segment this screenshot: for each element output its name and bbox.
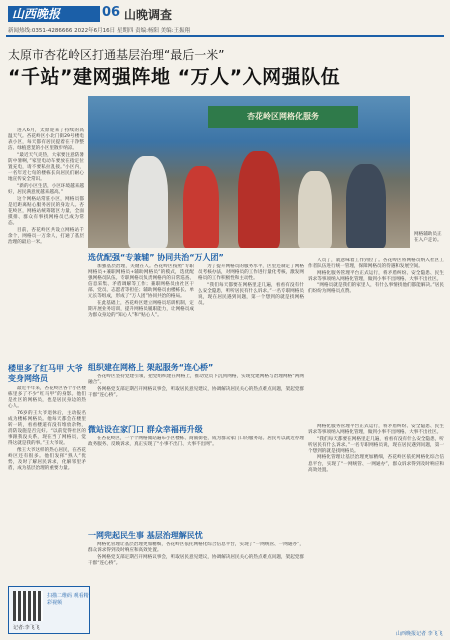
qr-label: 记者:李飞飞 xyxy=(13,625,40,631)
article-photo xyxy=(88,96,410,248)
page-number: 06 xyxy=(102,5,121,20)
subhead-volunteer xyxy=(8,364,86,384)
paragraph: 网格化管理让基层治理更加精细，杏花岭区依托网格化综合信息平台，实现了“一网统管、一网通办”，群众诉求得到及时响应和高效处置。 xyxy=(88,542,304,554)
column-3 xyxy=(198,264,304,358)
subhead-party: 组织建在网格上 架起服务“连心桥” xyxy=(88,363,214,372)
paragraph: 网格化服务管理平台正式运行，将矛盾纠纷、安全隐患、民生诉求等事项纳入网格化管理，做到小事不出网格、大事不出社区。 xyxy=(308,424,444,436)
paragraph: 网格化服务管理平台正式运行，将矛盾纠纷、安全隐患、民生诉求等事项纳入网格化管理，做到小事不出网格、大事不出社区。 xyxy=(308,270,444,282)
paragraph: “我们每天都要在网格里走几遍，看看有没有什么安全隐患，听听居民有什么诉求。”一名专职网格员说，现在居民遇到问题，第一个想到的就是找网格员。 xyxy=(308,436,444,454)
photo-person xyxy=(238,151,280,248)
column-middle xyxy=(88,374,304,418)
paragraph: 人员了，就意味着工作到位了。杏花岭区将网格员纳入社区工作者队伍进行统一管理，保障网格员的待遇和发展空间。 xyxy=(308,258,444,270)
subhead-team: 选优配强“专兼辅” 协同共治“万人团” xyxy=(88,253,224,262)
paragraph: 像王大爷这样的热心居民，在杏花岭区还有很多。他们发挥“熟人”优势，及时了解居民诉求，化解邻里矛盾，成为基层治理的重要力量。 xyxy=(8,447,86,472)
paragraph: “我们每天都要在网格里走几遍，看看有没有什么安全隐患，听听居民有什么诉求。”一名专职网格员说，现在居民遇到问题，第一个想到的就是找网格员。 xyxy=(198,282,304,307)
footer-credit: 山西晚报记者 李飞飞 xyxy=(396,631,443,637)
paragraph: 最近半年来，杏花岭区各个小区楼栋里多了不少“红马甲”的身影。他们是社区的网格员，也是居民身边的热心人。 xyxy=(8,386,86,410)
qr-code-box[interactable] xyxy=(8,586,90,634)
paragraph: “网格员就是我们的家里人，有什么事情找他们都能解决。”居民们纷纷为网格员点赞。 xyxy=(308,283,444,295)
paragraph: 网格化管理让基层治理更加精细，杏花岭区依托网格化综合信息平台，实现了“一网统管、一网通办”，群众诉求得到及时响应和高效处置。 xyxy=(308,455,444,473)
masthead xyxy=(6,4,444,40)
subhead-bottom: 一网兜起民生事 基层治理解民忧 xyxy=(88,531,203,540)
newspaper-logo: 山西晚报 xyxy=(8,6,100,22)
lead-paragraph: 这个网格站常驻小区，网格员都是近距离贴心服务居民的身边人。杏花岭区，网格站统筹辖区力量，全面摸排、群众有事找网格员已成为常态。 xyxy=(8,196,84,226)
paragraph: 76岁的王大爷退休后，主动报名成为楼栋网格员。他每天都会在楼里转一转，看看楼道有没有堆放杂物，消防设施是否完好。“以前觉得社区的事跟我没关系，现在当了网格员，觉得这就是我的事。”王大爷说。 xyxy=(8,410,86,447)
column-station xyxy=(88,436,304,522)
paragraph: 为了提升网格员的服务水平，区里还制定了网格员考核办法，对网格员的工作进行量化考核，激发网格员的工作积极性和主动性。 xyxy=(198,264,304,282)
lead-paragraph: “新的小区生活，小区环境越来越好，居民满意度越来越高。” xyxy=(8,183,84,195)
subhead-text: 楼里多了红马甲 大爷变身网络员 xyxy=(8,364,83,383)
section-title: 山晚调查 xyxy=(124,8,173,22)
paragraph: 杏花岭区坚持党建引领，把党组织建在网格上，推动党员下沉到网格，实现党建网格与治理网格“两网融合”。 xyxy=(88,374,304,386)
column-bottom xyxy=(88,542,304,630)
paragraph: 加强基层治理，关键在人。杏花岭区按照“专职网格员+兼职网格员+辅助网格员”的模式，选优配强网格员队伍。专职网格员负责网格内的日常巡查、信息采集、矛盾调解等工作；兼职网格员由社区干部、党员、志愿者等担任；辅助网格员由楼栋长、单元长等组成，形成了“万人团”协同共治的格局。 xyxy=(88,264,194,300)
photo-caption: 网格辅助员正在入户走访。 xyxy=(414,232,442,244)
article-headline: “千站”建网强阵地 “万人”入网强队伍 xyxy=(8,66,341,88)
photo-person xyxy=(128,156,168,248)
photo-person xyxy=(183,166,219,248)
lead-paragraph: 目前，杏花岭区共设立网格站千余个，网格员一万余人，打通了基层治理的最后一米。 xyxy=(8,227,84,245)
paragraph: 在杏花岭区，一个个网格微站遍布小区楼栋、商铺街巷，成为群众家门口的服务站。居民可以就近办理政务服务、反映诉求，真正实现了“小事不出门、大事不出网”。 xyxy=(88,436,304,448)
photo-person xyxy=(298,171,332,248)
column-right-lower xyxy=(308,424,444,624)
column-2 xyxy=(88,264,194,358)
photo-person xyxy=(346,164,386,248)
paragraph: 在此基础上，杏花岭区建立网格员培训机制，定期开展业务培训，提升网格员履职能力，让网格员成为群众身边的“知心人”和“贴心人”。 xyxy=(88,301,194,319)
qr-code-icon[interactable] xyxy=(13,591,43,621)
photo-banner: 杏花岭区网格化服务 xyxy=(208,106,358,128)
paragraph: 各网格党支部定期召开网格议事会，听取居民意见建议，协调解决居民关心的热点难点问题，架起党群干群“连心桥”。 xyxy=(88,554,304,566)
qr-text: 扫描二维码 观看精彩视频 xyxy=(47,593,89,606)
column-right xyxy=(308,258,444,418)
lead-paragraph: “最近天气炎热，大家要注意防暑防中暑啊，”家里电动车要放在指定位置充电，请不要私拉乱接。”小区内，一名年近七旬的楼栋长向居民们耐心地宣传安全常识。 xyxy=(8,152,84,183)
masthead-rule xyxy=(6,35,444,37)
lead-paragraph: 进入6月，太原迎来了持续的高温天气。杏花岭区小北门街29号楼电表小区，每天都有居民提着在干净整洁、绿植葱茏的小区里散步纳凉。 xyxy=(8,128,84,152)
paragraph: 各网格党支部定期召开网格议事会，听取居民意见建议，协调解决居民关心的热点难点问题，架起党群干群“连心桥”。 xyxy=(88,386,304,398)
lead-column xyxy=(8,128,84,358)
masthead-meta: 新闻热线:0351-4286666 2022年6月16日 星期四 责编:杨阳 美编:王振翔 xyxy=(8,28,191,34)
column-left-lower xyxy=(8,386,86,582)
article-kicker: 太原市杏花岭区打通基层治理“最后一米” xyxy=(8,48,225,62)
subhead-station: 微站设在家门口 群众幸福再升级 xyxy=(88,425,203,434)
